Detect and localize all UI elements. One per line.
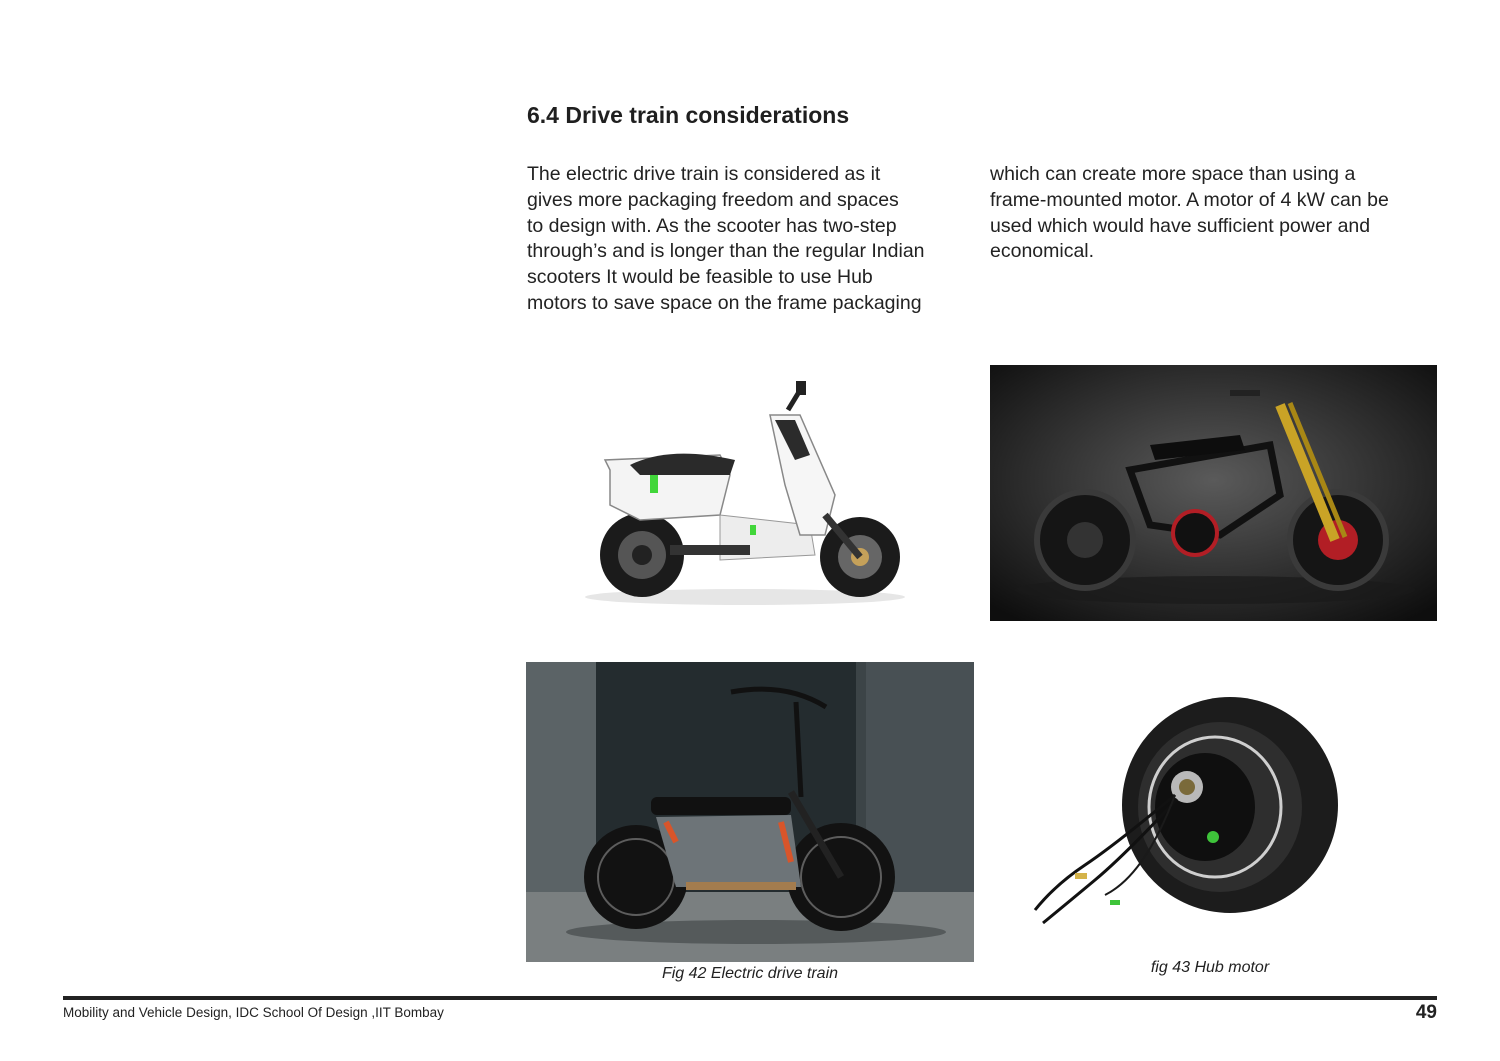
body-line: gives more packaging freedom and spaces xyxy=(527,188,899,211)
body-line: motors to save space on the frame packaging xyxy=(527,291,922,314)
scooter-illustration xyxy=(570,375,920,615)
electric-bike-image xyxy=(526,662,974,962)
hub-motor-illustration xyxy=(1025,695,1345,940)
scooter-image xyxy=(570,375,920,615)
electric-motorcycle-image xyxy=(990,365,1437,621)
body-line: scooters It would be feasible to use Hub xyxy=(527,266,873,289)
motorcycle-illustration xyxy=(990,365,1437,621)
figure-42-caption: Fig 42 Electric drive train xyxy=(661,965,839,982)
body-line: which can create more space than using a xyxy=(990,163,1356,185)
body-line: The electric drive train is considered as it xyxy=(527,163,881,185)
body-column-right xyxy=(990,162,1436,265)
body-line: to design with. As the scooter has two-step xyxy=(527,214,897,237)
footer-divider xyxy=(63,996,1437,1000)
body-line: used which would have sufficient power and xyxy=(990,214,1371,237)
body-line: through’s and is longer than the regular Indian xyxy=(527,240,925,263)
body-column-left xyxy=(527,162,967,317)
section-heading: 6.4 Drive train considerations xyxy=(527,102,850,128)
body-line: frame-mounted motor. A motor of 4 kW can be xyxy=(990,188,1389,211)
body-line: economical. xyxy=(990,240,1095,263)
page-number: 49 xyxy=(1415,1002,1437,1023)
figure-43-caption: fig 43 Hub motor xyxy=(1150,959,1270,976)
ebike-illustration xyxy=(526,662,974,962)
footer-text: Mobility and Vehicle Design, IDC School Of Design ,IIT Bombay xyxy=(63,1005,444,1020)
hub-motor-image xyxy=(1025,695,1345,940)
